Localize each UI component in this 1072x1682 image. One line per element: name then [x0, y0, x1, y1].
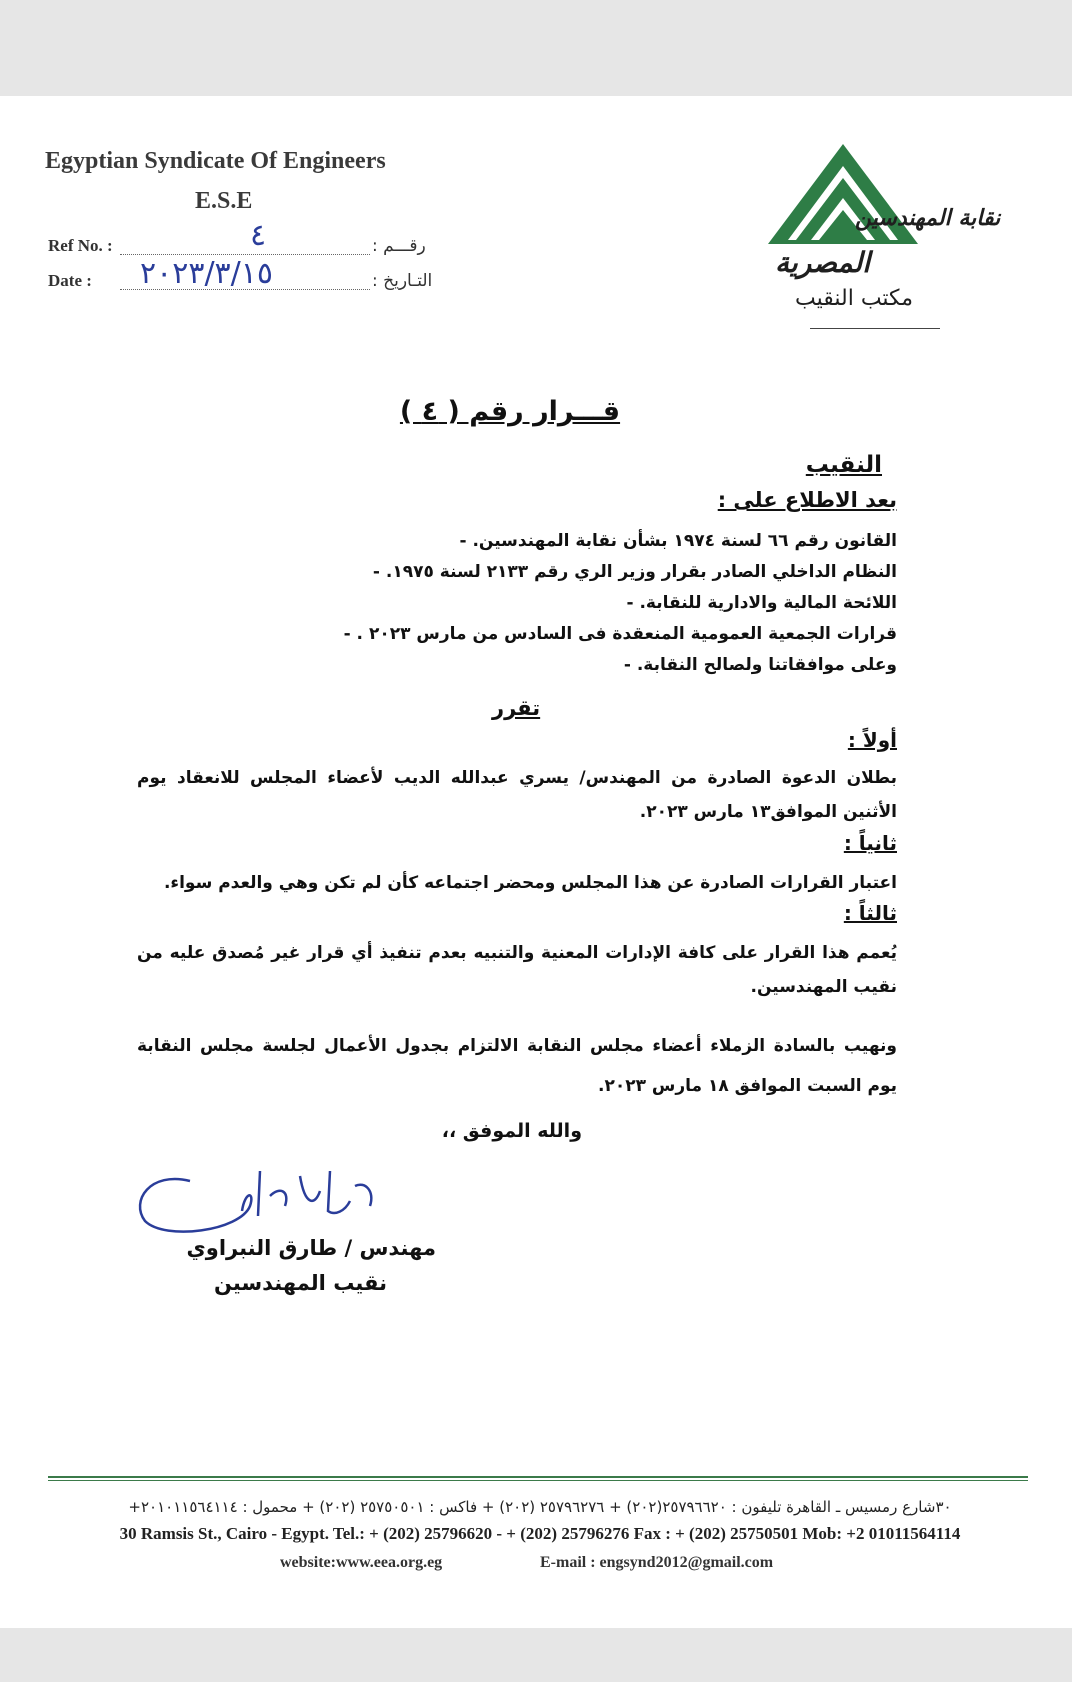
org-abbreviation: E.S.E [195, 188, 253, 214]
list-item: اللائحة المالية والادارية للنقابة. - [277, 588, 897, 619]
second-clause-text: اعتبار القرارات الصادرة عن هذا المجلس ومحضر اجتماعه كأن لم تكن وهي والعدم سواء. [163, 873, 897, 893]
first-heading: أولاً : [847, 728, 897, 752]
decides-heading: تقرر [492, 696, 541, 720]
valediction: والله الموفق ،، [441, 1120, 582, 1142]
ref-dotted-line [120, 254, 370, 255]
handwritten-signature [130, 1161, 390, 1241]
third-clause [137, 936, 897, 1004]
first-clause [137, 761, 897, 829]
preamble-heading: بعد الاطلاع على : [717, 488, 897, 512]
list-item: النظام الداخلي الصادر بقرار وزير الري رقم ٢١٣٣ لسنة ١٩٧٥. - [277, 557, 897, 588]
ref-value: ٤ [250, 218, 267, 253]
date-label-ar: التـاريخ : [372, 271, 433, 291]
footer-address-ar: ٣٠شارع رمسيس ـ القاهرة تليفون : ٢٥٧٩٦٦٢٠(٢٠٢) + ٢٥٧٩٦٢٧٦ (٢٠٢) + فاكس : ٢٥٧٥٠٥٠١ (٢٠٢) + محمول : ٢٠١٠١١٥٦٤١١٤+ [128, 1498, 952, 1516]
footer-website: website:www.eea.org.eg [280, 1554, 443, 1571]
second-clause [137, 866, 897, 900]
authority-heading: النقيب [805, 452, 882, 478]
footer-email: E-mail : engsynd2012@gmail.com [540, 1554, 774, 1571]
second-heading: ثانياً : [843, 831, 897, 855]
first-clause-text: بطلان الدعوة الصادرة من المهندس/ يسري عبدالله الديب لأعضاء المجلس للانعقاد يوم الأثنين الموافق١٣ مارس ٢٠٢٣. [137, 768, 897, 822]
third-clause-text: يُعمم هذا القرار على كافة الإدارات المعنية والتنبيه بعدم تنفيذ أي قرار غير مُصدق عليه من نقيب المهندسين. [137, 943, 897, 997]
list-item: القانون رقم ٦٦ لسنة ١٩٧٤ بشأن نقابة المهندسين. - [277, 526, 897, 557]
footer-divider-thin [48, 1480, 1028, 1481]
logo-text-office: مكتب النقيب [795, 286, 913, 311]
syndicate-triangle-logo-icon [768, 144, 918, 254]
references-list [277, 526, 897, 681]
date-label-en: Date : [48, 271, 92, 290]
logo-text-syndicate: نقابة المهندسين [855, 206, 1001, 231]
logo-text-egyptian: المصرية [775, 246, 871, 279]
signatory-title: نقيب المهندسين [214, 1271, 387, 1295]
footer-address-en: 30 Ramsis St., Cairo - Egypt. Tel.: + (202) 25796620 - + (202) 25796276 Fax : + (202) 25750501 Mob: +2 01011564114 [119, 1524, 961, 1543]
ref-label-ar: رقـــم : [372, 236, 426, 256]
logo-underline [810, 328, 940, 329]
signatory-name: مهندس / طارق النبراوي [186, 1236, 436, 1260]
decision-title: قـــرار رقم ( ٤ ) [399, 396, 621, 427]
list-item: قرارات الجمعية العمومية المنعقدة فى السادس من مارس ٢٠٢٣ . - [277, 619, 897, 650]
closing-paragraph: ونهيب بالسادة الزملاء أعضاء مجلس النقابة الالتزام بجدول الأعمال لجلسة مجلس النقابة يوم السبت الموافق ١٨ مارس ٢٠٢٣. [137, 1036, 897, 1096]
date-value: ٢٠٢٣/٣/١٥ [140, 256, 274, 291]
list-item: وعلى موافقاتنا ولصالح النقابة. - [277, 650, 897, 681]
third-heading: ثالثاً : [843, 901, 897, 925]
document-page [0, 96, 1072, 1628]
ref-label-en: Ref No. : [48, 236, 113, 255]
footer-divider [48, 1476, 1028, 1478]
org-name-en: Egyptian Syndicate Of Engineers [45, 148, 386, 174]
